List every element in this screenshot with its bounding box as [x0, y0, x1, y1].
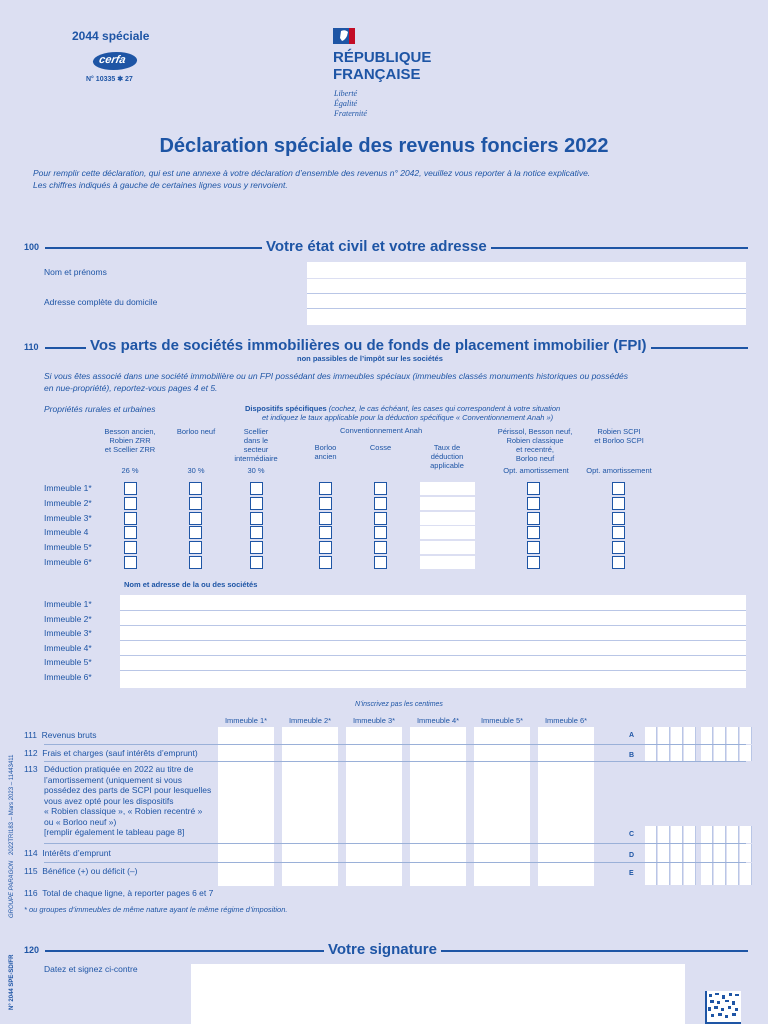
section-110-title: Vos parts de sociétés immobilières ou de fonds de placement immobilier (FPI) [86, 337, 651, 354]
row-sep [44, 843, 746, 844]
digit-cell[interactable] [684, 826, 696, 843]
dispositifs-text [245, 404, 560, 413]
col-cosse: Cosse [369, 443, 392, 452]
digit-cell[interactable] [740, 863, 752, 885]
tcol-5: Immeuble 5* [480, 716, 524, 725]
dispositifs-bold: Dispositifs spécifiques [245, 404, 327, 413]
dispositif-checkbox[interactable] [189, 556, 202, 569]
row-113-l5: « Robien classique », « Robien recentré » [44, 806, 203, 816]
dispositif-checkbox[interactable] [527, 497, 540, 510]
dispositif-checkbox[interactable] [612, 541, 625, 554]
dispositif-checkbox[interactable] [124, 556, 137, 569]
imm-row-label-2: Immeuble 2* [44, 498, 92, 508]
digit-cell[interactable] [740, 727, 752, 744]
digit-cell[interactable] [714, 844, 726, 862]
row-115-num: 115 [24, 866, 38, 876]
dispositif-checkbox[interactable] [612, 512, 625, 525]
row-112-num: 112 [24, 748, 38, 758]
row-113-l7: [remplir également le tableau page 8] [44, 827, 185, 837]
dispositif-checkbox[interactable] [124, 512, 137, 525]
digit-cell[interactable] [671, 826, 683, 843]
col-taux-l1: Taux de [433, 443, 461, 452]
dispositif-checkbox[interactable] [527, 512, 540, 525]
col-taux-l3: applicable [430, 461, 464, 470]
col-perissol-l4: Borloo neuf [515, 454, 555, 463]
col-robien-scpi [580, 427, 658, 445]
tcol-2: Immeuble 2* [288, 716, 332, 725]
intro-line1: Pour remplir cette déclaration, qui est une annexe à votre déclaration d’ensemble des revenus n° 2042, veuillez vous reporter à la notice explicative. [33, 168, 591, 178]
address-label: Adresse complète du domicile [44, 297, 158, 307]
sign-label: Datez et signez ci-contre [44, 964, 138, 974]
addr-row-label-3: Immeuble 3* [44, 628, 92, 638]
col-borloo-ancien-l2: ancien [314, 452, 337, 461]
row-113-num: 113 [24, 764, 38, 774]
addr-row-label-2: Immeuble 2* [44, 614, 92, 624]
imm-row-label-1: Immeuble 1* [44, 483, 92, 493]
tcol-1: Immeuble 1* [224, 716, 268, 725]
dispositif-checkbox[interactable] [374, 556, 387, 569]
nom-adresse-label: Nom et adresse de la ou des sociétés [124, 580, 258, 589]
dispositif-checkbox[interactable] [612, 526, 625, 539]
section-110-note-line1: Si vous êtes associé dans une société immobilière ou un FPI possédant des immeubles spéciaux (immeubles classés monuments historiques ou possédés [44, 371, 628, 381]
address-line [307, 308, 746, 309]
addr-row-label-4: Immeuble 4* [44, 643, 92, 653]
letter-c: C [629, 831, 635, 838]
taux-deduction-input[interactable] [420, 526, 475, 539]
tcol-6: Immeuble 6* [544, 716, 588, 725]
cerfa-logo-text: cerfa [98, 54, 127, 66]
dispositif-checkbox[interactable] [374, 482, 387, 495]
digit-cell[interactable] [727, 826, 739, 843]
digit-cell[interactable] [727, 844, 739, 862]
col-scellier-l3: secteur [243, 445, 269, 454]
taux-deduction-input[interactable] [420, 512, 475, 525]
dispositif-checkbox[interactable] [189, 541, 202, 554]
col-perissol-l1: Périssol, Besson neuf, [497, 427, 573, 436]
addr-row-label-1: Immeuble 1* [44, 599, 92, 609]
digit-cell[interactable] [658, 745, 670, 761]
digit-cell[interactable] [727, 727, 739, 744]
row-112 [24, 748, 198, 758]
section-100-title: Votre état civil et votre adresse [262, 238, 491, 255]
col-scellier [226, 427, 286, 463]
digit-cell[interactable] [645, 863, 657, 885]
row-111 [24, 730, 96, 740]
digit-cell[interactable] [658, 863, 670, 885]
taux-deduction-input[interactable] [420, 556, 475, 569]
digit-cell[interactable] [701, 826, 713, 843]
dispositif-checkbox[interactable] [189, 497, 202, 510]
margin-code-1: 2022TRI183 – Mars 2023 – 11443411 [9, 754, 15, 855]
digit-cell[interactable] [714, 826, 726, 843]
datamatrix-svg [705, 991, 741, 1024]
dispositif-checkbox[interactable] [319, 526, 332, 539]
digit-cell[interactable] [701, 844, 713, 862]
form-number: 2044 spéciale [72, 29, 150, 43]
table-footnote: * ou groupes d’immeubles de même nature ayant le même régime d’imposition. [24, 905, 288, 914]
digit-cell[interactable] [671, 844, 683, 862]
digit-cell[interactable] [684, 745, 696, 761]
section-110-note-line2: en nue-propriété), reportez-vous pages 4 et 5. [44, 383, 218, 393]
addr-line [120, 655, 746, 656]
digit-cell[interactable] [671, 727, 683, 744]
row-111-num: 111 [24, 730, 37, 740]
row-113-l1: Déduction pratiquée en 2022 au titre de [44, 764, 194, 774]
motto-fraternite: Fraternité [334, 109, 367, 118]
row-113-label [44, 764, 211, 838]
digit-cell[interactable] [658, 844, 670, 862]
digit-cell[interactable] [701, 727, 713, 744]
letter-e: E [629, 870, 634, 877]
digit-cell[interactable] [645, 745, 657, 761]
col-perissol-l3: et recentré, [516, 445, 554, 454]
addr-line [120, 640, 746, 641]
dispositifs-line2: et indiquez le taux applicable pour la déduction spécifique « Conventionnement Anah ») [262, 413, 554, 422]
motto-liberte: Liberté [334, 89, 358, 98]
row-sep [44, 862, 746, 863]
name-label: Nom et prénoms [44, 267, 107, 277]
dispositif-checkbox[interactable] [374, 497, 387, 510]
digit-cell[interactable] [645, 826, 657, 843]
dispositif-checkbox[interactable] [374, 526, 387, 539]
dispositif-checkbox[interactable] [612, 497, 625, 510]
no-centimes-note: N’inscrivez pas les centimes [355, 701, 443, 708]
section-100-number: 100 [24, 242, 40, 252]
addr-line [120, 670, 746, 671]
dispositif-checkbox[interactable] [527, 541, 540, 554]
col-borloo-neuf: Borloo neuf [176, 427, 216, 436]
row-115 [24, 866, 138, 876]
digit-cell[interactable] [684, 844, 696, 862]
pct-30b: 30 % [247, 466, 265, 475]
dispositif-checkbox[interactable] [319, 512, 332, 525]
dispositif-checkbox[interactable] [189, 482, 202, 495]
address-field[interactable] [307, 279, 746, 325]
col-scellier-l2: dans le [243, 436, 269, 445]
digit-cell[interactable] [658, 826, 670, 843]
dispositif-checkbox[interactable] [189, 526, 202, 539]
col-taux-l2: déduction [430, 452, 464, 461]
dispositif-checkbox[interactable] [250, 482, 263, 495]
digit-cell[interactable] [727, 745, 739, 761]
dispositif-checkbox[interactable] [250, 526, 263, 539]
digit-cell[interactable] [740, 844, 752, 862]
digit-cell[interactable] [645, 727, 657, 744]
row-111-label: Revenus bruts [41, 730, 97, 740]
dispositif-checkbox[interactable] [319, 541, 332, 554]
dispositif-checkbox[interactable] [374, 512, 387, 525]
digit-cell[interactable] [714, 863, 726, 885]
dispositif-checkbox[interactable] [319, 556, 332, 569]
digit-cell[interactable] [684, 727, 696, 744]
dispositif-checkbox[interactable] [250, 497, 263, 510]
dispositif-checkbox[interactable] [612, 482, 625, 495]
col-borloo-ancien-l1: Borloo [314, 443, 337, 452]
intro-line2: Les chiffres indiqués à gauche de certaines lignes vous y renvoient. [33, 180, 288, 190]
row-115-label: Bénéfice (+) ou déficit (–) [42, 866, 138, 876]
col-robien-scpi-l1: Robien SCPI [597, 427, 641, 436]
taux-deduction-input[interactable] [420, 541, 475, 554]
margin-code-2: GROUPE PARAGON [9, 860, 15, 918]
digit-cell[interactable] [671, 863, 683, 885]
dispositif-checkbox[interactable] [374, 541, 387, 554]
col-robien-scpi-l2: et Borloo SCPI [594, 436, 644, 445]
col-borloo-ancien [303, 443, 348, 461]
col-besson [95, 427, 165, 454]
motto-egalite: Égalité [334, 99, 358, 108]
col-besson-l2: Robien ZRR [109, 436, 151, 445]
props-label: Propriétés rurales et urbaines [44, 404, 156, 414]
row-116-num: 116 [24, 888, 38, 898]
digit-cell[interactable] [727, 863, 739, 885]
digit-cell[interactable] [714, 727, 726, 744]
dispositif-checkbox[interactable] [124, 482, 137, 495]
col-scellier-l4: intermédiaire [234, 454, 278, 463]
letter-a: A [629, 732, 635, 739]
republique-line2: FRANÇAISE [333, 66, 421, 83]
margin-code-3: N° 2044 SPE-SD/FR [9, 954, 15, 1010]
digit-cell[interactable] [714, 745, 726, 761]
dispositif-checkbox[interactable] [612, 556, 625, 569]
dispositif-checkbox[interactable] [124, 541, 137, 554]
col-besson-l1: Besson ancien, [104, 427, 156, 436]
section-120-title: Votre signature [324, 941, 441, 958]
pct-26: 26 % [121, 466, 139, 475]
digit-cell[interactable] [740, 745, 752, 761]
page-title: Déclaration spéciale des revenus fonciers 2022 [159, 135, 609, 157]
datamatrix-icon [705, 991, 741, 1024]
addr-line [120, 625, 746, 626]
row-116-label: Total de chaque ligne, à reporter pages 6 et 7 [42, 888, 214, 898]
imm-row-label-6: Immeuble 6* [44, 557, 92, 567]
opt-amort-2: Opt. amortissement [586, 466, 652, 475]
imm-row-label-3: Immeuble 3* [44, 513, 92, 523]
taux-deduction-input[interactable] [420, 497, 475, 510]
col-besson-l3: et Scellier ZRR [104, 445, 156, 454]
section-110-number: 110 [24, 342, 39, 352]
row-113-l3: possédez des parts de SCPI pour lesquelles [44, 785, 212, 795]
digit-cell[interactable] [701, 863, 713, 885]
col-perissol-l2: Robien classique [506, 436, 564, 445]
addr-row-label-5: Immeuble 5* [44, 657, 92, 667]
letter-d: D [629, 852, 635, 859]
dispositif-checkbox[interactable] [250, 556, 263, 569]
marianne-icon [333, 28, 355, 44]
republique-line1: RÉPUBLIQUE [333, 49, 432, 66]
row-sep [44, 744, 746, 745]
dispositif-checkbox[interactable] [527, 526, 540, 539]
cerfa-logo [91, 52, 138, 70]
dispositif-checkbox[interactable] [527, 556, 540, 569]
digit-cell[interactable] [658, 727, 670, 744]
addr-row-label-6: Immeuble 6* [44, 672, 92, 682]
taux-deduction-input[interactable] [420, 482, 475, 495]
conv-anah-label: Conventionnement Anah [340, 426, 423, 435]
cerfa-number: N° 10335 ✱ 27 [86, 76, 133, 83]
digit-cell[interactable] [645, 844, 657, 862]
digit-cell[interactable] [671, 745, 683, 761]
dispositif-checkbox[interactable] [124, 497, 137, 510]
row-116 [24, 888, 213, 898]
societes-address-field[interactable] [120, 595, 746, 688]
signature-field[interactable] [191, 964, 685, 1024]
name-field[interactable] [307, 262, 746, 278]
row-114-label: Intérêts d’emprunt [42, 848, 111, 858]
dispositif-checkbox[interactable] [527, 482, 540, 495]
row-113-l6: ou « Borloo neuf ») [44, 816, 117, 827]
tcol-3: Immeuble 3* [352, 716, 396, 725]
dispositifs-line1: (cochez, le cas échéant, les cases qui correspondent à votre situation [328, 404, 561, 413]
col-taux [417, 443, 477, 470]
section-110-subtitle: non passibles de l’impôt sur les sociétés [297, 354, 443, 363]
pct-30a: 30 % [187, 466, 205, 475]
imm-row-label-4: Immeuble 4 [44, 527, 89, 537]
section-120-number: 120 [24, 945, 40, 955]
row-112-label: Frais et charges (sauf intérêts d’emprunt) [42, 748, 198, 758]
row-114 [24, 848, 111, 858]
tcol-4: Immeuble 4* [416, 716, 460, 725]
dispositif-checkbox[interactable] [124, 526, 137, 539]
col-scellier-l1: Scellier [243, 427, 269, 436]
digit-cell[interactable] [701, 745, 713, 761]
digit-cell[interactable] [684, 863, 696, 885]
address-line [307, 293, 746, 294]
col-perissol [490, 427, 580, 463]
row-113-l2: l’amortissement (uniquement si vous [44, 774, 182, 785]
dispositif-checkbox[interactable] [250, 512, 263, 525]
digit-cell[interactable] [740, 826, 752, 843]
opt-amort-1: Opt. amortissement [503, 466, 569, 475]
dispositif-checkbox[interactable] [250, 541, 263, 554]
imm-row-label-5: Immeuble 5* [44, 542, 92, 552]
row-114-num: 114 [24, 848, 38, 858]
dispositif-checkbox[interactable] [189, 512, 202, 525]
dispositif-checkbox[interactable] [319, 482, 332, 495]
addr-line [120, 610, 746, 611]
letter-b: B [629, 752, 635, 759]
row-sep [44, 761, 746, 762]
dispositif-checkbox[interactable] [319, 497, 332, 510]
motto [334, 89, 367, 119]
row-113-l4: vous avez opté pour les dispositifs [44, 795, 174, 806]
